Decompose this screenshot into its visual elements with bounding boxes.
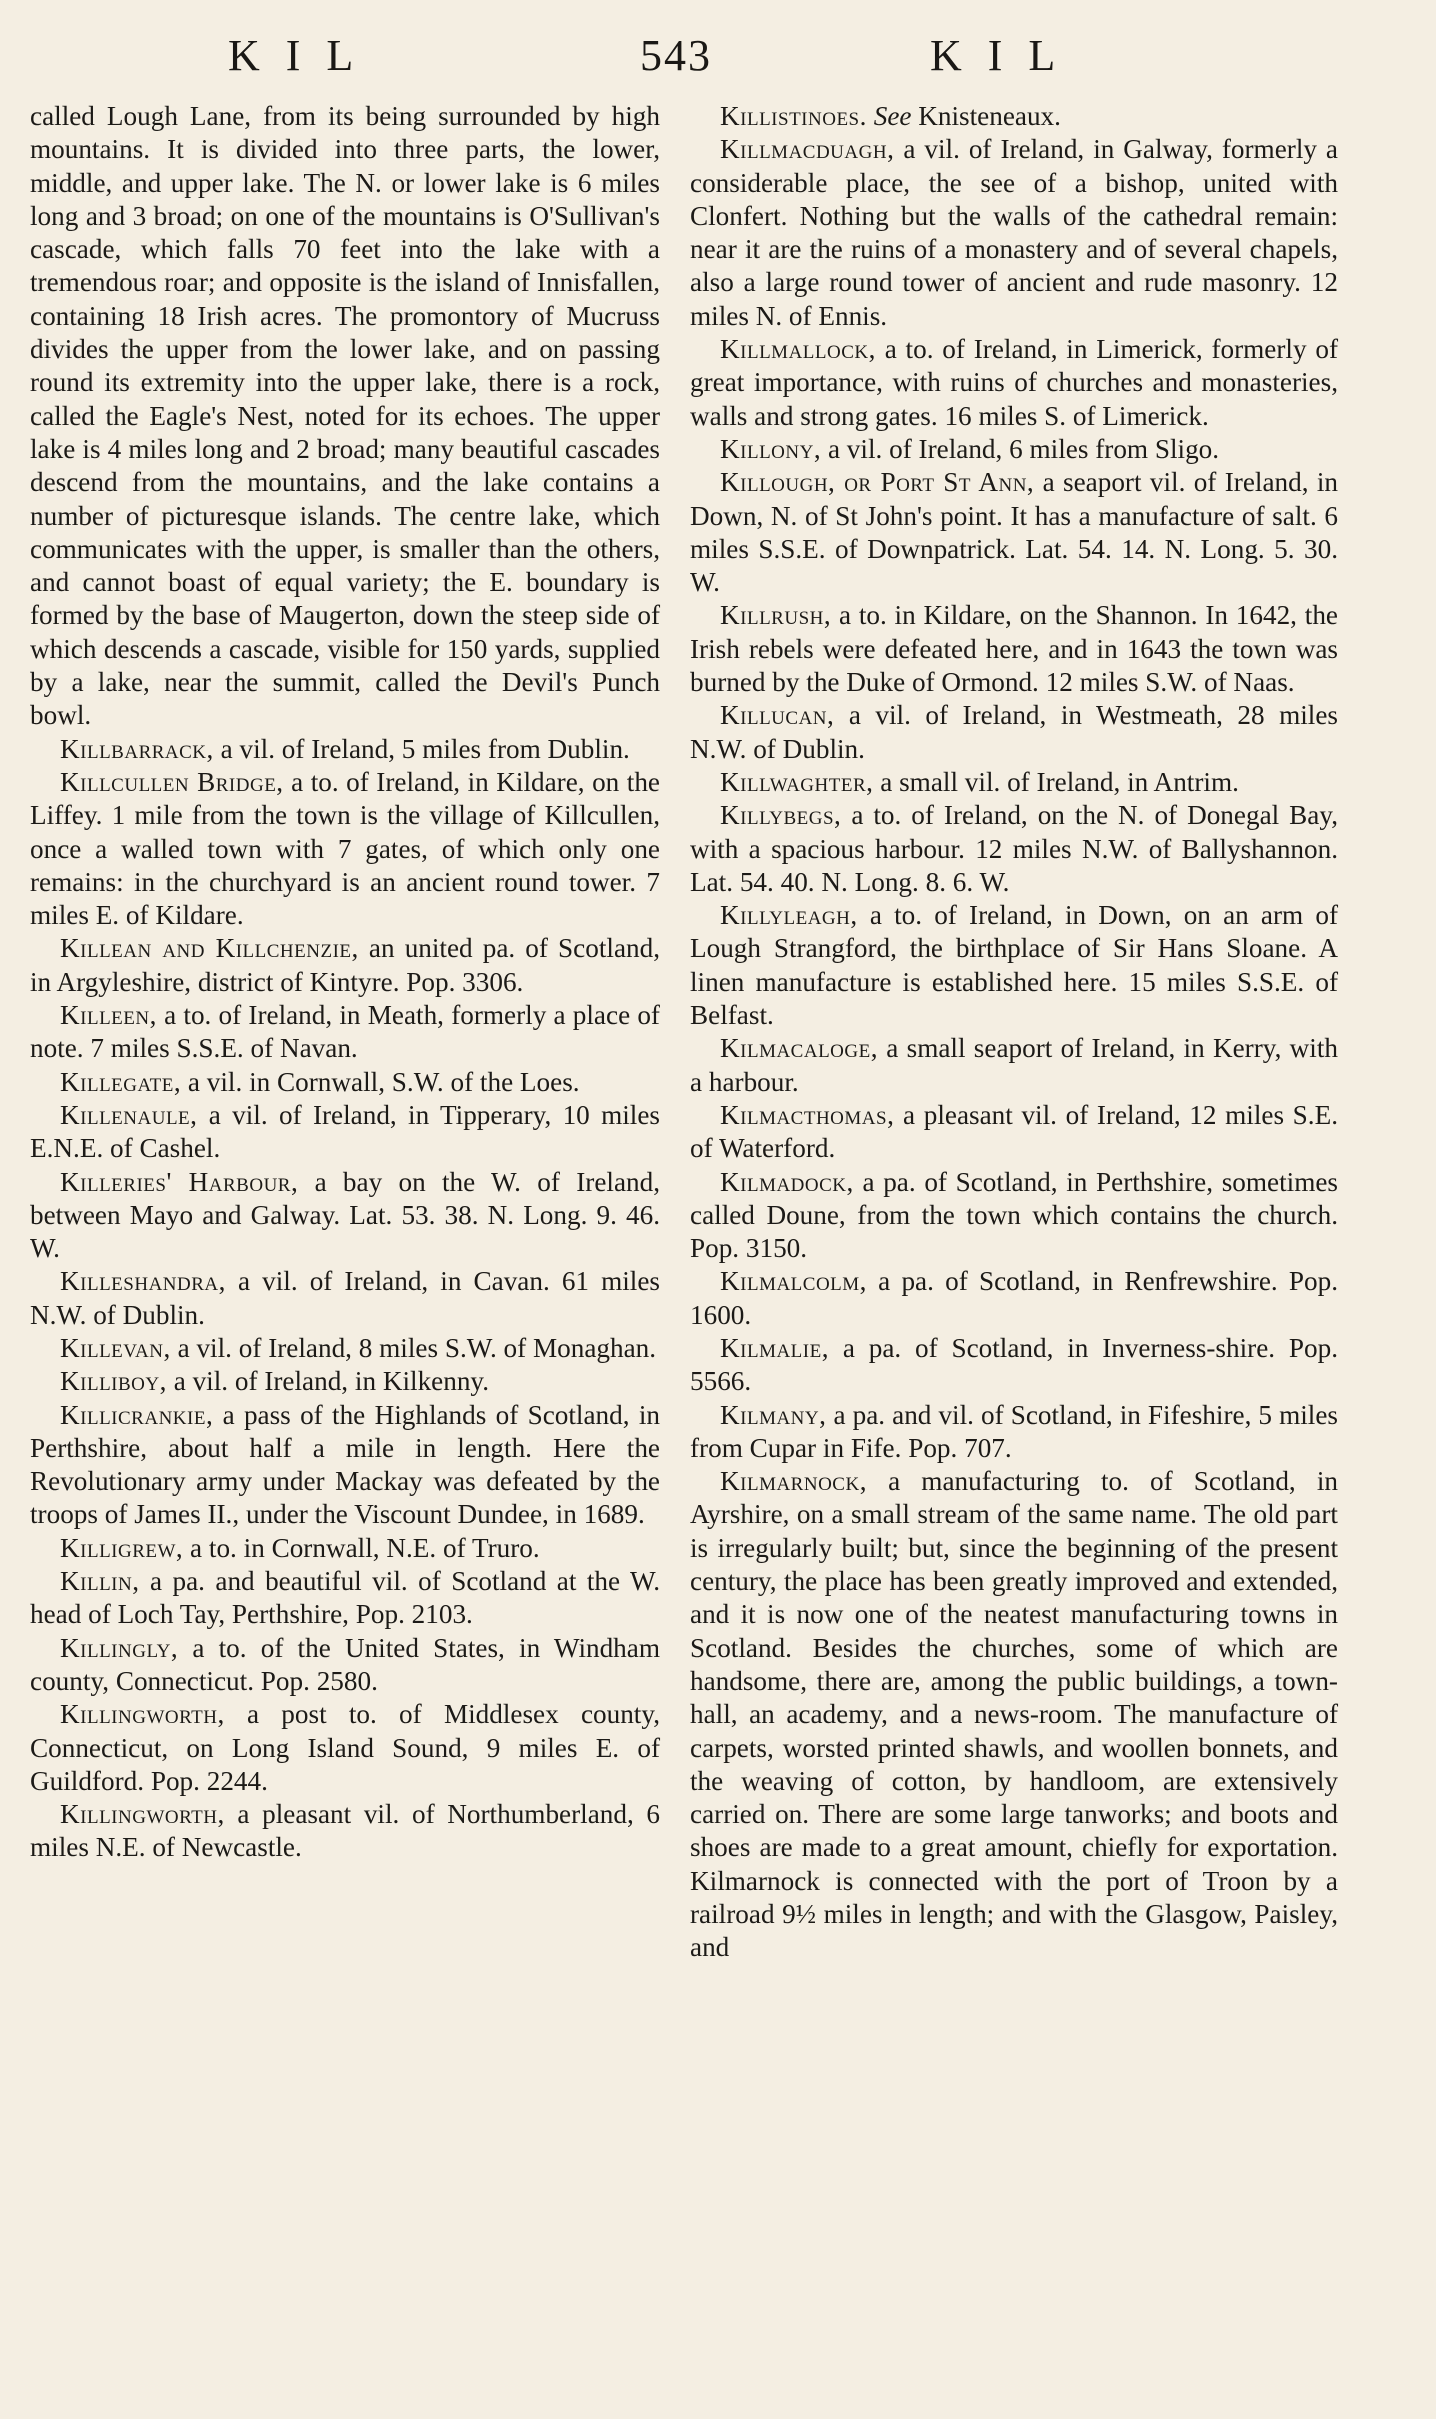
gazetteer-entry: [30, 1365, 660, 1398]
entry-text: a to. of Ireland, on the N. of Donegal Bay, with a spacious harbour. 12 miles N.W. of Ballyshannon. Lat. 54. 40. N. Long. 8. 6. W.: [690, 800, 1338, 897]
running-header: [0, 30, 1436, 90]
entry-text: a pass of the Highlands of Scotland, in Perthshire, about half a mile in length. Here the Revolutionary army under Mackay was defeated by the troops of James II., under the Viscount Dundee, in 1689.: [30, 1399, 660, 1530]
entry-headword: Killough, or Port St Ann,: [720, 467, 1035, 498]
entry-text: a small seaport of Ireland, in Kerry, with a harbour.: [690, 1033, 1338, 1097]
entry-text: a pa. and beautiful vil. of Scotland at the W. head of Loch Tay, Perthshire, Pop. 2103.: [30, 1566, 660, 1630]
entry-text: Knisteneaux.: [911, 101, 1061, 131]
entry-text: a pa. and vil. of Scotland, in Fifeshire, 5 miles from Cupar in Fife. Pop. 707.: [690, 1399, 1338, 1463]
gazetteer-entry: [690, 699, 1338, 766]
gazetteer-entry: [30, 1565, 660, 1632]
entry-text: a to. in Cornwall, N.E. of Truro.: [183, 1532, 540, 1563]
entry-headword: Kilmalie,: [720, 1332, 830, 1363]
gazetteer-entry: [30, 766, 660, 932]
entry-text: a vil. of Ireland, in Galway, formerly a considerable place, the see of a bishop, united with Clonfert. Nothing but the walls of the cathedral remain: near it are the ruins of a monastery and of several chapels, also a large round tower of ancient and rude masonry. 12 miles N. of Ennis.: [690, 134, 1338, 331]
gazetteer-entry: [30, 932, 660, 999]
entry-text: a vil. of Ireland, in Westmeath, 28 miles N.W. of Dublin.: [690, 700, 1338, 764]
entry-text: a to. of Ireland, in Down, on an arm of Lough Strangford, the birthplace of Sir Hans Sloane. A linen manufacture is established here. 15 miles S.S.E. of Belfast.: [690, 900, 1338, 1031]
entry-headword: Killegate,: [60, 1066, 182, 1097]
entry-text: a vil. of Ireland, 8 miles S.W. of Monaghan.: [170, 1332, 657, 1363]
header-left-guide-word: KIL: [228, 31, 380, 80]
entry-headword: Killbarrack,: [60, 733, 214, 764]
entry-text: a vil. of Ireland, in Tipperary, 10 miles E.N.E. of Cashel.: [30, 1099, 660, 1164]
gazetteer-entry: [690, 1265, 1338, 1332]
gazetteer-entry: [690, 1032, 1338, 1099]
entry-headword: Killmallock,: [720, 334, 876, 365]
entry-headword: Killeries' Harbour,: [60, 1166, 299, 1197]
gazetteer-entry: [690, 333, 1338, 433]
gazetteer-entry: [690, 1465, 1338, 1964]
entry-headword: Killean and Killchenzie,: [60, 933, 359, 964]
entry-headword: Killyleagh,: [720, 900, 858, 931]
gazetteer-entry: [690, 433, 1338, 466]
entry-text: a vil. of Ireland, in Cavan. 61 miles N.W. of Dublin.: [30, 1266, 660, 1330]
gazetteer-entry: [30, 1798, 660, 1865]
entry-headword: Kilmalcolm,: [720, 1266, 867, 1297]
entry-headword: Killistinoes.: [720, 101, 867, 131]
gazetteer-entry: [30, 1332, 660, 1365]
entry-headword: Killybegs,: [720, 800, 842, 831]
entry-text: a vil. of Ireland, 5 miles from Dublin.: [213, 733, 630, 764]
entry-headword: Killcullen Bridge,: [60, 766, 284, 797]
entry-text: a bay on the W. of Ireland, between Mayo and Galway. Lat. 53. 38. N. Long. 9. 46. W.: [30, 1166, 660, 1264]
entry-headword: Kilmadock,: [720, 1166, 854, 1197]
gazetteer-entry: [690, 1099, 1338, 1166]
entry-text: a pleasant vil. of Northumberland, 6 miles N.E. of Newcastle.: [30, 1799, 660, 1863]
gazetteer-entry: [690, 1332, 1338, 1399]
entry-headword: Kilmany,: [720, 1399, 827, 1430]
page-number: 543: [640, 31, 712, 80]
entry-text: a seaport vil. of Ireland, in Down, N. of St John's point. It has a manufacture of salt. 6 miles S.S.E. of Downpatrick. Lat. 54. 14. N. Long. 5. 30. W.: [690, 467, 1338, 598]
entry-headword: Killevan,: [60, 1332, 171, 1363]
entry-headword: Killucan,: [720, 700, 835, 731]
entry-headword: Killin,: [60, 1566, 140, 1597]
gazetteer-entry: [30, 1099, 660, 1166]
entry-headword: Killrush,: [720, 600, 832, 631]
entry-headword: Killony,: [720, 433, 822, 464]
gazetteer-entry: [30, 733, 660, 766]
entry-headword: Killingworth,: [60, 1699, 225, 1730]
entry-headword: Killwaghter,: [720, 766, 874, 797]
gazetteer-entry: [30, 1166, 660, 1266]
cross-reference-see: See: [873, 101, 912, 131]
left-column: [30, 100, 660, 1865]
gazetteer-entry: [690, 1399, 1338, 1466]
entry-text: a vil. in Cornwall, S.W. of the Loes.: [181, 1066, 580, 1097]
entry-text: a vil. of Ireland, 6 miles from Sligo.: [821, 433, 1220, 464]
entry-headword: Killmacduagh,: [720, 134, 895, 165]
entry-text: a to. in Kildare, on the Shannon. In 1642, the Irish rebels were defeated here, and in 1643 the town was burned by the Duke of Ormond. 12 miles S.W. of Naas.: [690, 600, 1338, 698]
entry-headword: Kilmacthomas,: [720, 1099, 895, 1130]
gazetteer-entry: [690, 766, 1338, 799]
entry-headword: Killicrankie,: [60, 1399, 214, 1430]
gazetteer-entry: [30, 999, 660, 1066]
gazetteer-entry: [690, 466, 1338, 599]
entry-headword: Killenaule,: [60, 1099, 198, 1130]
gazetteer-entry: [690, 100, 1338, 133]
gazetteer-entry: [30, 1632, 660, 1699]
entry-headword: Kilmacaloge,: [720, 1033, 879, 1064]
entry-text: a to. of the United States, in Windham county, Connecticut. Pop. 2580.: [30, 1632, 660, 1696]
header-right-guide-word: KIL: [930, 31, 1082, 80]
gazetteer-entry: [690, 1166, 1338, 1266]
entry-headword: Killingworth,: [60, 1799, 225, 1830]
gazetteer-entry: [30, 1066, 660, 1099]
entry-text: a to. of Ireland, in Kildare, on the Liffey. 1 mile from the town is the village of Killcullen, once a walled town with 7 gates, of which only one remains: in the churchyard is an ancient round tower. 7 miles E. of Kildare.: [30, 766, 660, 931]
entry-text: a pleasant vil. of Ireland, 12 miles S.E. of Waterford.: [690, 1099, 1338, 1164]
gazetteer-entry: [690, 133, 1338, 333]
gazetteer-entry: [690, 799, 1338, 899]
entry-text: a pa. of Scotland, in Perthshire, sometimes called Doune, from the town which contains the church. Pop. 3150.: [690, 1166, 1338, 1264]
entry-headword: Killingly,: [60, 1632, 179, 1663]
entry-text: a pa. of Scotland, in Renfrewshire. Pop. 1600.: [690, 1266, 1338, 1330]
gazetteer-entry: [30, 1265, 660, 1332]
entry-headword: Killeshandra,: [60, 1266, 226, 1297]
entry-headword: Killigrew,: [60, 1532, 184, 1563]
gazetteer-entry: [690, 599, 1338, 699]
entry-text: a pa. of Scotland, in Inverness-shire. Pop. 5566.: [690, 1332, 1338, 1397]
gazetteer-entry: [30, 1532, 660, 1565]
gazetteer-entry: [30, 1399, 660, 1532]
gazetteer-entry: [690, 899, 1338, 1032]
entry-text: a to. of Ireland, in Limerick, formerly of great importance, with ruins of churches and monasteries, walls and strong gates. 16 miles S. of Limerick.: [690, 334, 1338, 431]
entry-text: a to. of Ireland, in Meath, formerly a place of note. 7 miles S.S.E. of Navan.: [30, 1000, 660, 1064]
entry-headword: Killiboy,: [60, 1366, 167, 1397]
entry-text: a vil. of Ireland, in Kilkenny.: [166, 1366, 490, 1397]
entry-text: a small vil. of Ireland, in Antrim.: [873, 766, 1239, 797]
entry-headword: Kilmarnock,: [720, 1466, 867, 1497]
entry-text: a post to. of Middlesex county, Connecticut, on Long Island Sound, 9 miles E. of Guildford. Pop. 2244.: [30, 1699, 660, 1796]
entry-text: a manufacturing to. of Scotland, in Ayrshire, on a small stream of the same name. The old part is irregularly built; but, since the beginning of the present century, the place has been greatly improved and extended, and it is now one of the neatest manufacturing towns in Scotland. Besides the churches, some of which are handsome, there are, among the public buildings, a town-hall, an academy, and a news-room. The manufacture of carpets, worsted printed shawls, and woollen bonnets, and the weaving of cotton, by handloom, are extensively carried on. There are some large tanworks; and boots and shoes are made to a great amount, chiefly for exportation. Kilmarnock is connected with the port of Troon by a railroad 9½ miles in length; and with the Glasgow, Paisley, and: [690, 1466, 1338, 1963]
gazetteer-entry: [30, 1698, 660, 1798]
right-column: [690, 100, 1338, 1965]
entry-headword: Killeen,: [60, 1000, 157, 1031]
gazetteer-entry: [30, 100, 660, 733]
entry-text: an united pa. of Scotland, in Argyleshire, district of Kintyre. Pop. 3306.: [30, 933, 660, 997]
entry-text: called Lough Lane, from its being surrounded by high mountains. It is divided into three parts, the lower, middle, and upper lake. The N. or lower lake is 6 miles long and 3 broad; on one of the mountains is O'Sullivan's cascade, which falls 70 feet into the lake with a tremendous roar; and opposite is the island of Innisfallen, containing 18 Irish acres. The promontory of Mucruss divides the upper from the lower lake, and on passing round its extremity into the upper lake, there is a rock, called the Eagle's Nest, noted for its echoes. The upper lake is 4 miles long and 2 broad; many beautiful cascades descend from the mountains, and the lake contains a number of picturesque islands. The centre lake, which communicates with the upper, is smaller than the others, and cannot boast of equal variety; the E. boundary is formed by the base of Maugerton, down the steep side of which descends a cascade, visible for 150 yards, supplied by a lake, near the summit, called the Devil's Punch bowl.: [30, 101, 660, 731]
